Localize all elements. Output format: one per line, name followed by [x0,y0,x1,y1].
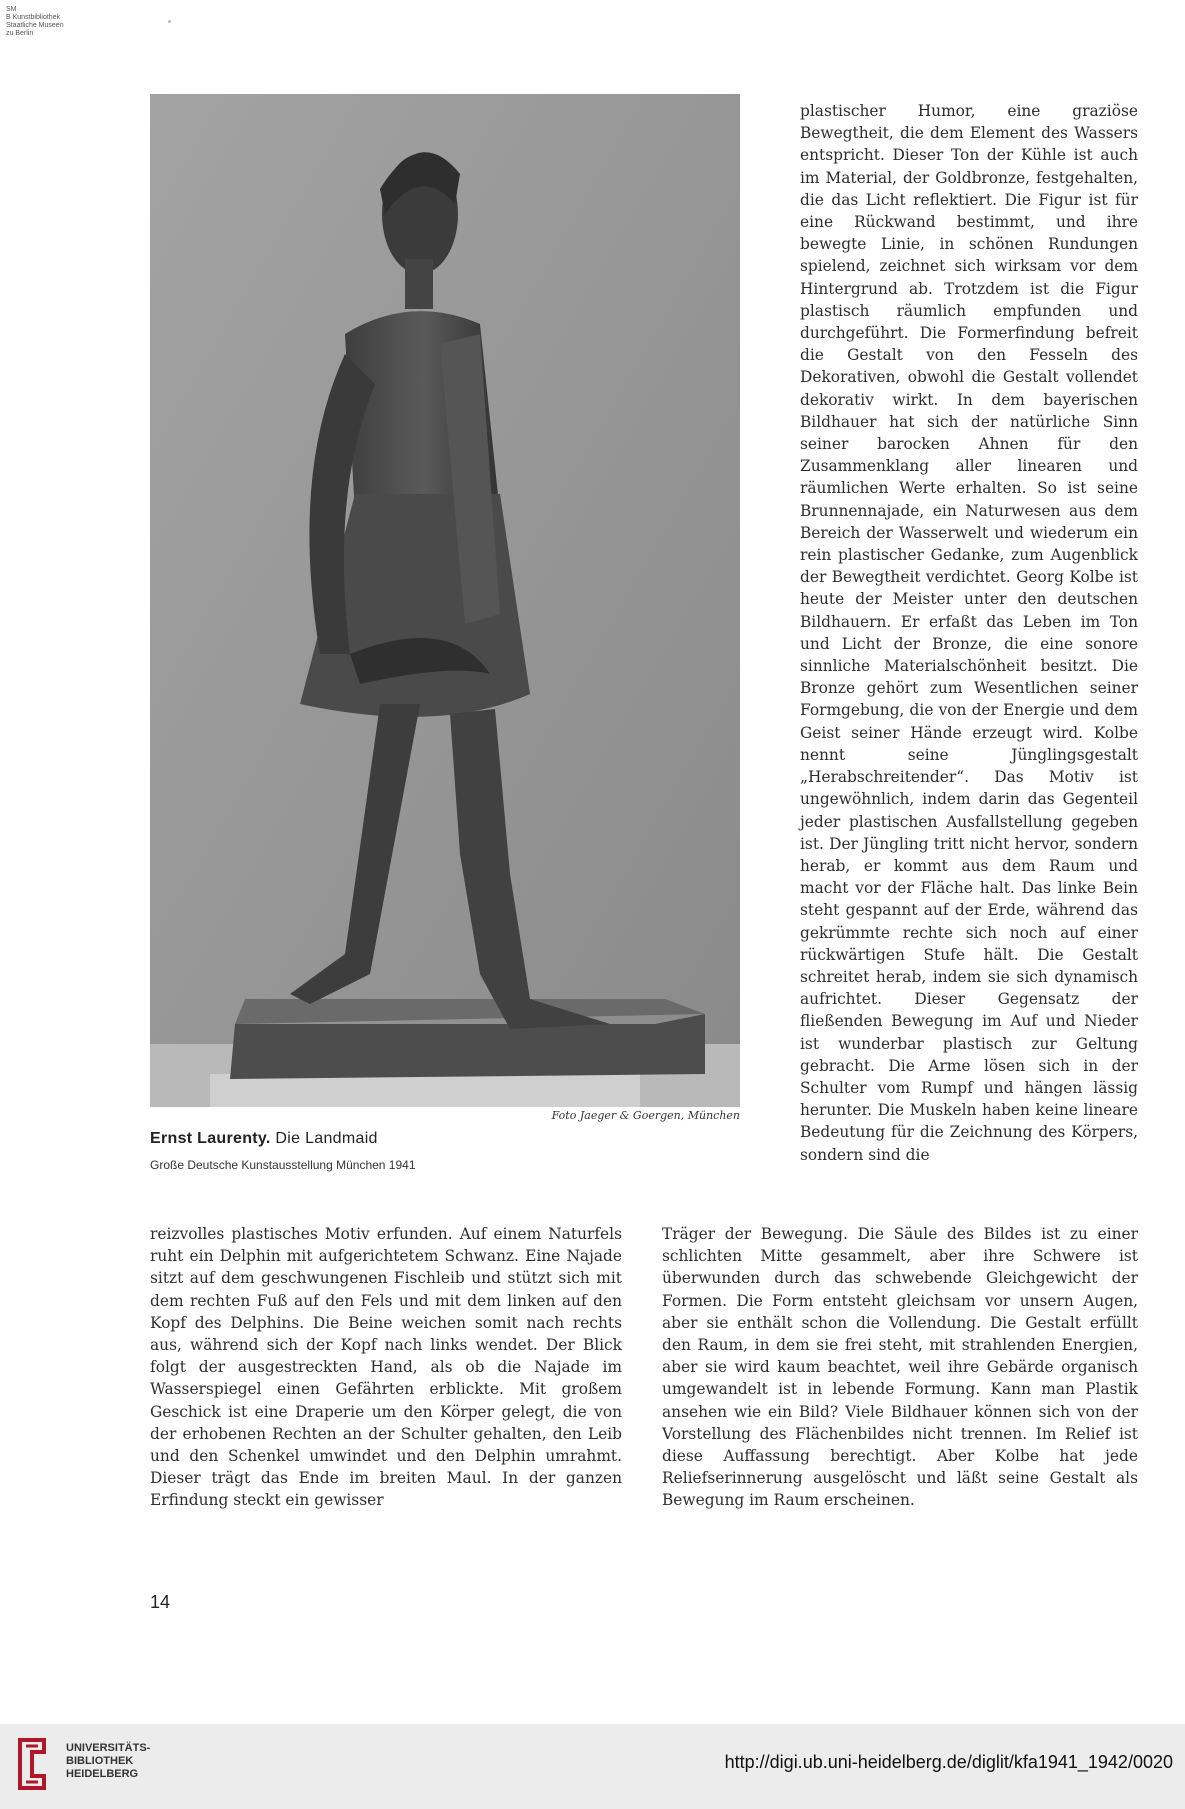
sculpture-photo [150,94,740,1107]
photo-credit: Foto Jaeger & Goergen, München [551,1109,740,1122]
caption-work-title: Die Landmaid [275,1130,378,1147]
library-name-line-3: HEIDELBERG [66,1768,139,1780]
library-stamp: SM B Kunstbibliothek Staatliche Museen zu Berlin [6,6,64,37]
sculpture-image [150,94,740,1107]
page-number: 14 [150,1592,171,1612]
text-column-left: reizvolles plastisches Motiv erfunden. Auf einem Naturfels ruht ein Delphin mit aufgerichtetem Schwanz. Eine Najade sitzt auf dem geschwungenen Fischleib und stützt sich mit dem rechten Fuß auf den Fels und mit dem linken auf den Kopf des Delphins. Die Beine weichen somit nach rechts aus, während sich der Kopf nach links wendet. Der Blick folgt der ausgestreckten Hand, als ob die Najade im Wasserspiegel einen Gefährten erblickte. Mit großem Geschick ist eine Draperie um den Körper gelegt, die von der erhobenen Rechten an der Schulter gehalten, den Leib und den Schenkel umwindet und den Delphin umrahmt. Dieser trägt das Ende im breiten Maul. In der ganzen Erfindung steckt ein gewisser [150,1225,622,1510]
caption-exhibition: Große Deutsche Kunstausstellung München 1941 [150,1158,416,1172]
library-name [66,1742,150,1781]
caption-artist: Ernst Laurenty. [150,1130,271,1147]
speck [168,20,171,23]
source-url-link[interactable]: http://digi.ub.uni-heidelberg.de/diglit/kfa1941_1942/0020 [724,1752,1173,1772]
library-name-line-1: UNIVERSITÄTS- [66,1742,151,1754]
text-column-right: plastischer Humor, eine graziöse Bewegtheit, die dem Element des Wassers entspricht. Dieser Ton der Kühle ist auch im Material, der Goldbronze, festgehalten, die das Licht reflektiert. Die Figur ist für eine Rückwand bestimmt, und ihre bewegte Linie, in schönen Rundungen spielend, zeichnet sich wirksam vor dem Hintergrund ab. Trotzdem ist die Figur plastisch räumlich empfunden und durchgeführt. Die Formerfindung befreit die Gestalt von den Fesseln des Dekorativen, obwohl die Gestalt vollendet dekorativ wirkt. In dem bayerischen Bildhauer hat sich der natürliche Sinn seiner barocken Ahnen für den Zusammenklang aller linearen und räumlichen Werte erhalten. So ist seine Brunnennajade, ein Naturwesen aus dem Bereich der Wasserwelt und wiederum ein rein plastischer Gedanke, zum Augenblick der Bewegtheit verdichtet. Georg Kolbe ist heute der Meister unter den deutschen Bildhauern. Er erfaßt das Leben im Ton und Licht der Bronze, die eine sonore sinnliche Materialschönheit besitzt. Die Bronze gehört zum Wesentlichen seiner Formgebung, die von der Energie und dem Geist seiner Hände erzeugt wird. Kolbe nennt seine Jünglingsgestalt „Herabschreitender“. Das Motiv ist ungewöhnlich, indem darin das Gegenteil jeder plastischen Ausfallstellung gegeben ist. Der Jüngling tritt nicht hervor, sondern herab, er kommt aus dem Raum und macht vor der Fläche halt. Das linke Bein steht gespannt auf der Erde, während das gekrümmte rechte sich noch auf einer rückwärtigen Stufe hält. Die Gestalt schreitet herab, indem sie sich dynamisch aufrichtet. Dieser Gegensatz der fließenden Bewegung im Auf und Nieder ist wunderbar plastisch zur Geltung gebracht. Die Arme lösen sich in der Schulter vom Rumpf und hängen lässig herunter. Die Muskeln haben keine lineare Bedeutung für die Zeichnung des Körpers, sondern sind die [800,102,1138,1164]
text-column-bottom-right: Träger der Bewegung. Die Säule des Bildes ist zu einer schlichten Mitte gesammelt, aber ihre Schwere ist überwunden durch das schwebende Gleichgewicht der Formen. Die Form entsteht gleichsam vor unsern Augen, aber sie enthält schon die Vollendung. Die Gestalt erfüllt den Raum, in dem sie frei steht, mit strahlenden Energien, aber sie wird kaum beachtet, weil ihre Gebärde organisch umgewandelt ist in lebende Formung. Kann man Plastik ansehen wie ein Bild? Viele Bildhauer können sich von der Vorstellung des Flächenbildes nicht trennen. Im Relief ist diese Auffassung berechtigt. Aber Kolbe hat jede Reliefserinnerung ausgelöscht und läßt seine Gestalt als Bewegung im Raum erscheinen. [662,1225,1138,1510]
library-logo-icon [14,1736,52,1792]
figure-caption [150,1130,378,1148]
library-name-line-2: BIBLIOTHEK [66,1755,134,1767]
footer-bar [0,1724,1185,1809]
